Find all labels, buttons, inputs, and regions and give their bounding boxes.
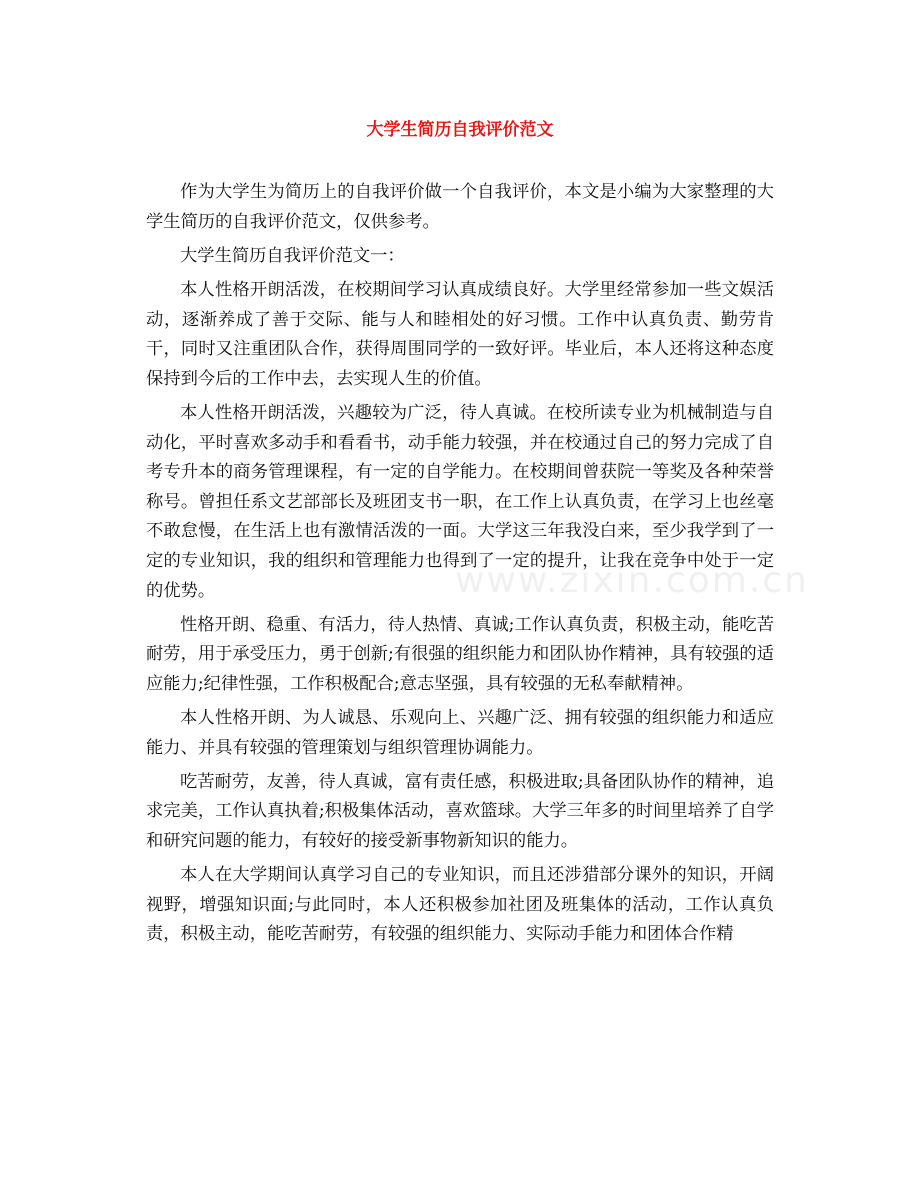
- paragraph-intro: 作为大学生为简历上的自我评价做一个自我评价，本文是小编为大家整理的大学生简历的自我评价范文，仅供参考。: [146, 182, 774, 232]
- paragraph-heading-sample-one: 大学生简历自我评价范文一：: [180, 245, 405, 266]
- paragraph-sample-5: 吃苦耐劳，友善，待人真诚，富有责任感，积极进取;具备团队协作的精神，追求完美，工作认真执着;积极集体活动，喜欢篮球。大学三年多的时间里培养了自学和研究问题的能力，有较好的接受新事物新知识的能力。: [146, 771, 774, 852]
- paragraph-sample-3: 性格开朗、稳重、有活力，待人热情、真诚;工作认真负责，积极主动，能吃苦耐劳，用于承受压力，勇于创新;有很强的组织能力和团队协作精神，具有较强的适应能力;纪律性强，工作积极配合;意志坚强，具有较强的无私奉献精神。: [146, 614, 774, 694]
- document-body: [146, 178, 774, 950]
- paragraph-sample-4: 本人性格开朗、为人诚恳、乐观向上、兴趣广泛、拥有较强的组织能力和适应能力、并具有较强的管理策划与组织管理协调能力。: [146, 708, 774, 758]
- watermark: www.zixin.com.cn: [455, 560, 809, 601]
- paragraph-sample-2: 本人性格开朗活泼，兴趣较为广泛，待人真诚。在校所读专业为机械制造与自动化，平时喜欢多动手和看看书，动手能力较强，并在校通过自己的努力完成了自考专升本的商务管理课程，有一定的自学能力。在校期间曾获院一等奖及各种荣誉称号。曾担任系文艺部部长及班团支书一职，在工作上认真负责，在学习上也丝毫不敢怠慢，在生活上也有激情活泼的一面。大学这三年我没白来，至少我学到了一定的专业知识，我的组织和管理能力也得到了一定的提升，让我在竞争中处于一定的优势。: [146, 402, 774, 601]
- document-title: 大学生简历自我评价范文: [366, 120, 554, 140]
- paragraph-sample-6: 本人在大学期间认真学习自己的专业知识，而且还涉猎部分课外的知识，开阔视野，增强知识面;与此同时，本人还积极参加社团及班集体的活动，工作认真负责，积极主动，能吃苦耐劳，有较强的组织能力、实际动手能力和团体合作精: [146, 865, 774, 945]
- paragraph-sample-1: 本人性格开朗活泼，在校期间学习认真成绩良好。大学里经常参加一些文娱活动，逐渐养成了善于交际、能与人和睦相处的好习惯。工作中认真负责、勤劳肯干，同时又注重团队合作，获得周围同学的一致好评。毕业后，本人还将这种态度保持到今后的工作中去，去实现人生的价值。: [146, 279, 774, 389]
